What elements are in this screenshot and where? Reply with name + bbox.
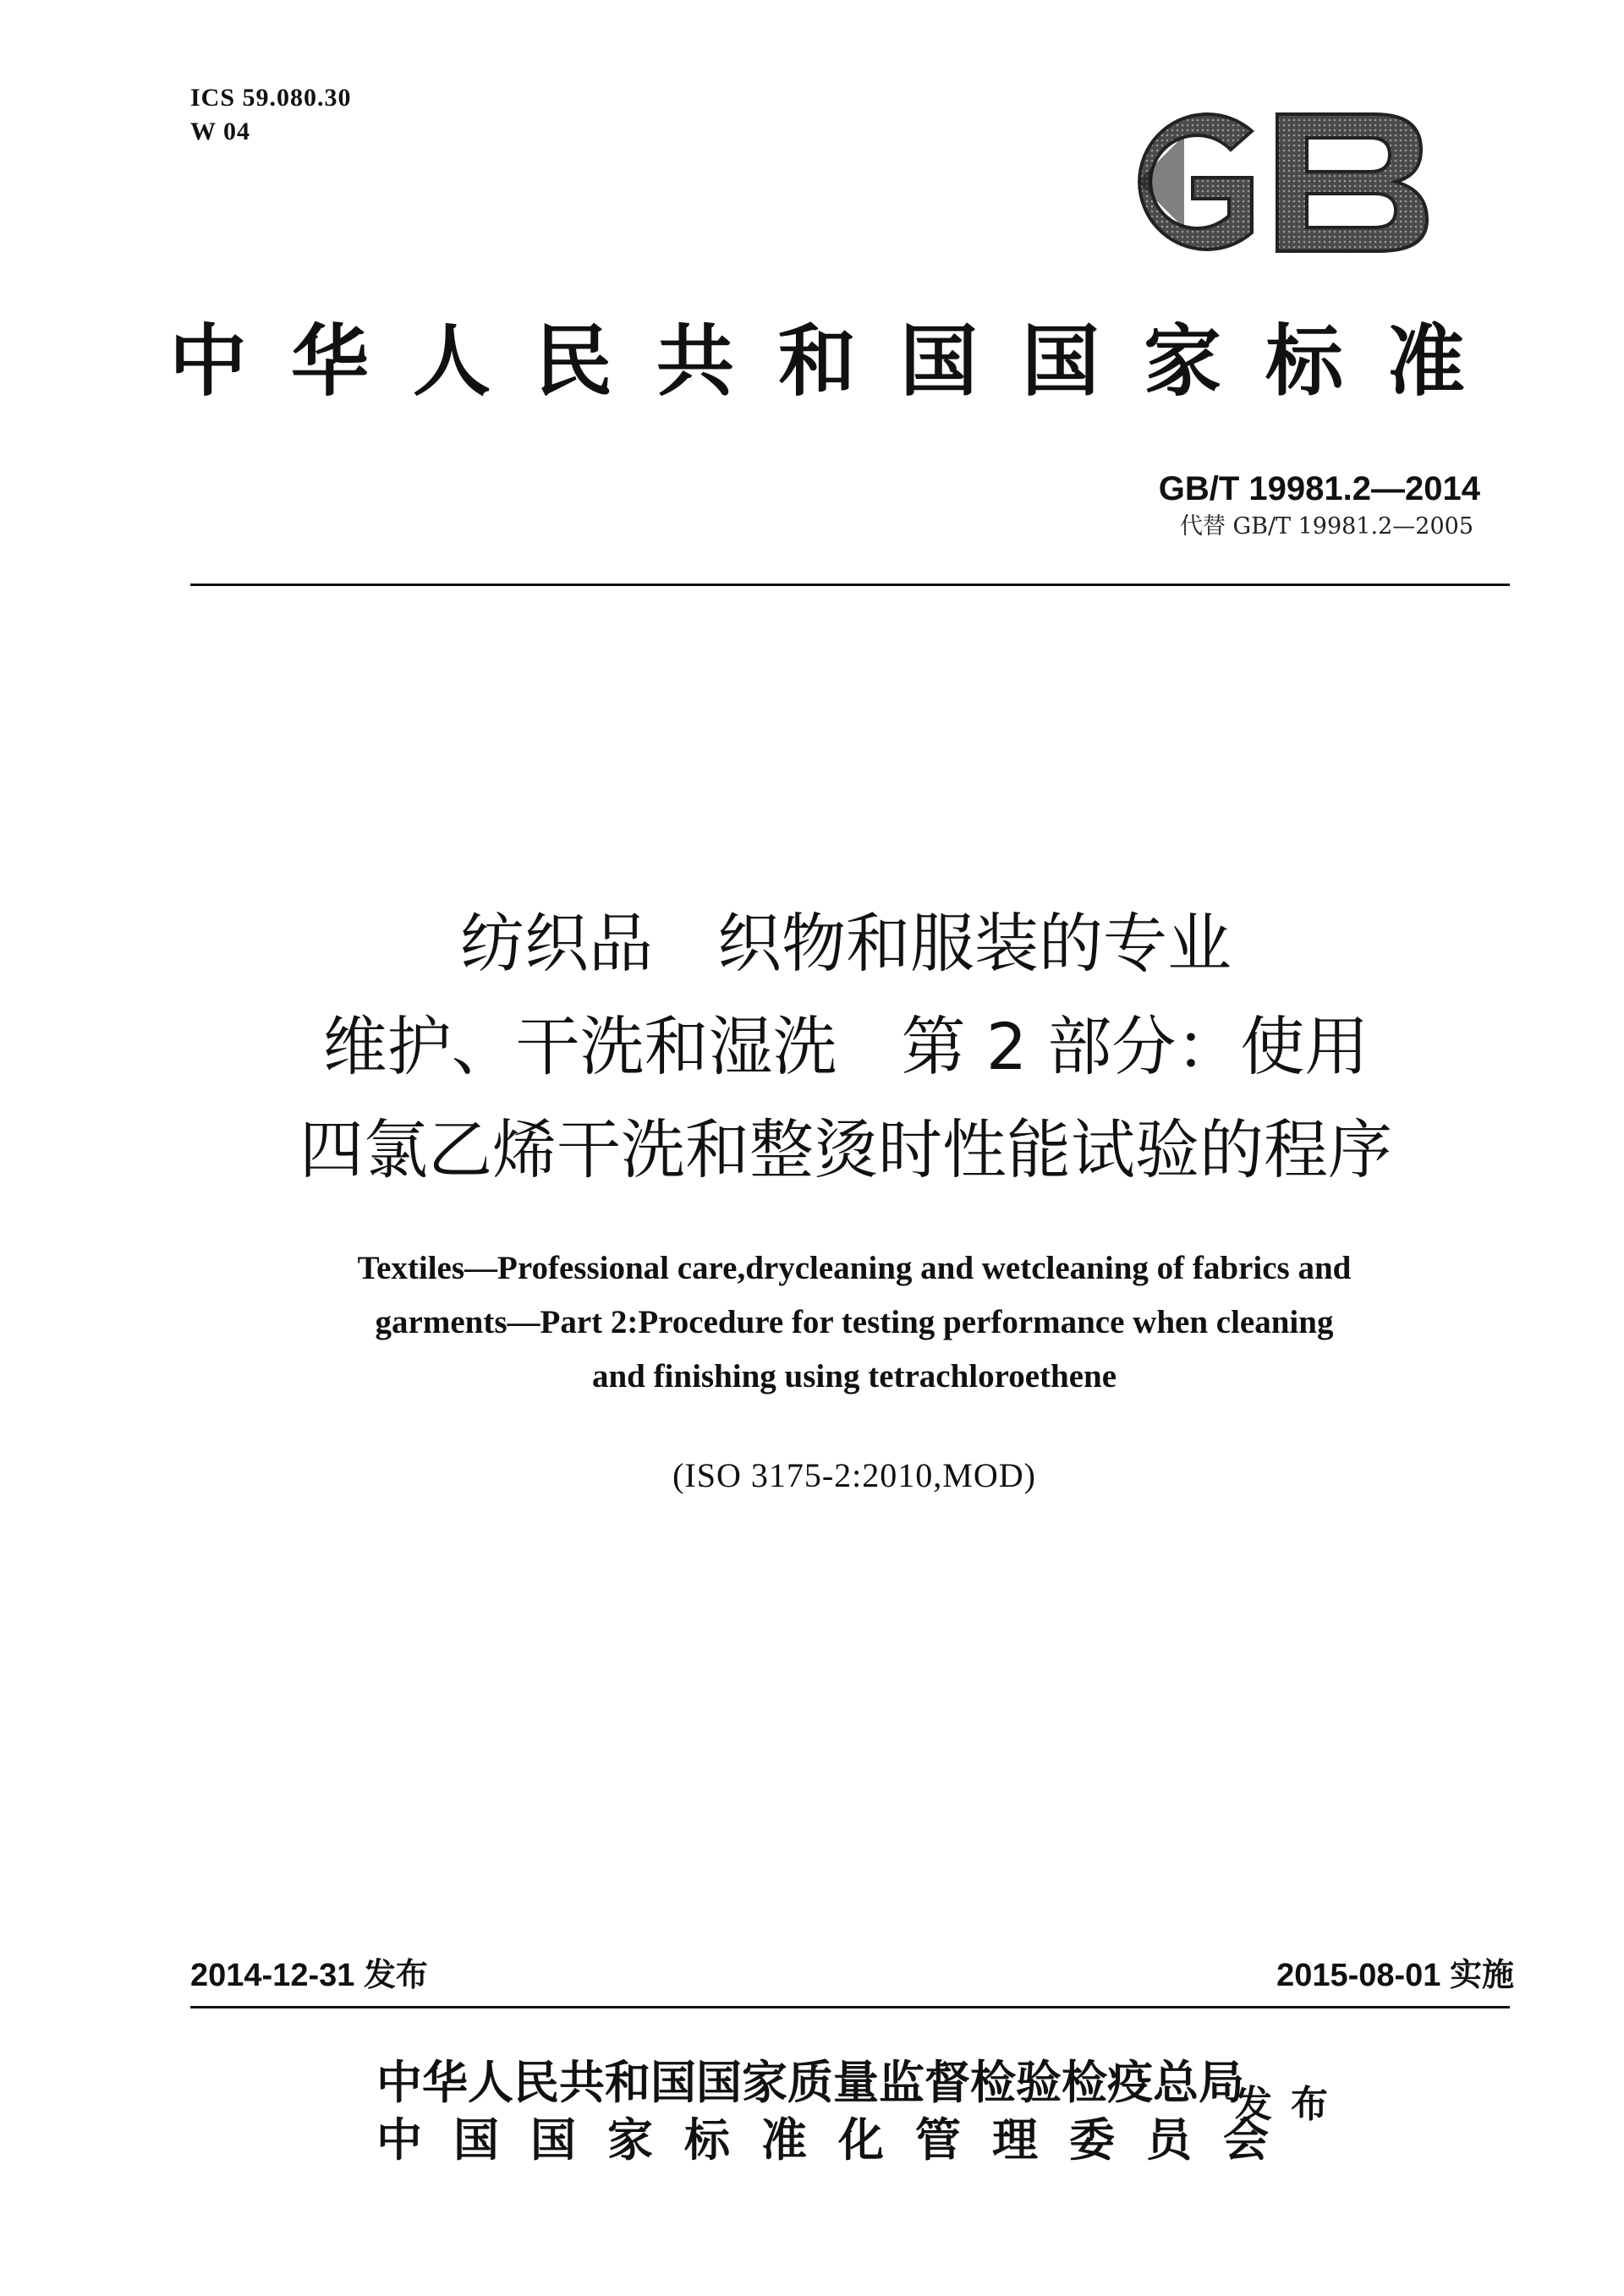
replaces-standard: 代替 GB/T 19981.2—2005 <box>1179 513 1473 540</box>
issue-date: 2014-12-31 发布 <box>190 1958 428 1993</box>
chinese-title-line-2: 维护、干洗和湿洗 第 2 部分：使用 <box>322 1009 1369 1084</box>
iso-reference: (ISO 3175-2:2010,MOD) <box>672 1456 1036 1494</box>
gb-logo <box>1104 97 1434 266</box>
english-title-line-1: Textiles—Professional care,drycleaning and wetcleaning of fabrics and <box>357 1250 1352 1286</box>
bottom-divider <box>190 2006 1510 2008</box>
ccs-code: W 04 <box>190 118 250 145</box>
issuer-aqsiq: 中华人民共和国国家质量监督检验检疫总局 <box>376 2055 1244 2109</box>
chinese-title <box>135 892 1556 1202</box>
ics-code: ICS 59.080.30 <box>190 84 352 112</box>
issuing-authorities <box>376 2053 1300 2168</box>
gb-logo-mark <box>1104 97 1434 266</box>
chinese-title-line-3: 四氯乙烯干洗和整烫时性能试验的程序 <box>299 1112 1392 1187</box>
issuer-sac: 中国国家标准化管理委员会 <box>376 2112 1300 2167</box>
issue-action: 发布 <box>1235 2083 1347 2126</box>
english-title-line-3: and finishing using tetrachloroethene <box>591 1358 1117 1395</box>
english-title-line-2: garments—Part 2:Procedure for testing performance when cleaning <box>375 1304 1334 1340</box>
chinese-title-line-1: 纺织品 织物和服装的专业 <box>460 906 1232 981</box>
english-title <box>169 1241 1539 1404</box>
implementation-date: 2015-08-01 实施 <box>1276 1958 1514 1993</box>
national-standard-title: 中华人民共和国国家标准 <box>169 315 1510 407</box>
classification-codes <box>190 81 352 149</box>
standard-number: GB/T 19981.2—2014 <box>1158 470 1480 507</box>
top-divider <box>190 584 1510 586</box>
